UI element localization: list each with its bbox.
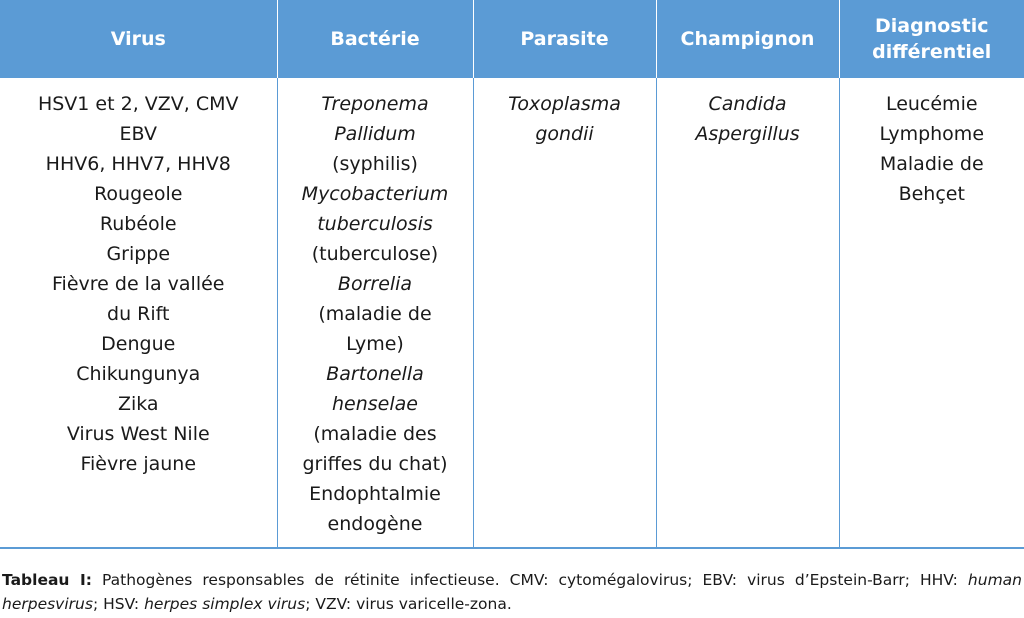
bacterie-item: griffes du chat) [302,453,448,475]
parasite-item: gondii [535,123,594,145]
virus-item: Fièvre de la vallée [52,273,225,295]
caption-label: Tableau I: [2,571,92,589]
cell-virus [0,78,277,548]
champignon-item: Aspergillus [695,123,800,145]
header-diagnostic-label: Diagnostic différentiel [872,15,992,63]
virus-item: Dengue [101,333,176,355]
bacterie-item: henselae [332,393,418,415]
virus-item: Rougeole [94,183,183,205]
virus-item: EBV [119,123,157,145]
bacterie-item: Pallidum [334,123,416,145]
caption-text: ; HSV: [92,595,145,613]
virus-item: HSV1 et 2, VZV, CMV [37,93,239,115]
virus-item: Zika [117,393,159,415]
cell-diagnostic [839,78,1024,548]
bacterie-item: tuberculosis [317,213,433,235]
bacterie-item: (maladie des [313,423,437,445]
cell-bacterie [277,78,473,548]
virus-item: Chikungunya [76,363,201,385]
diagnostic-item: Maladie de [879,153,984,175]
diagnostic-item: Leucémie [885,93,978,115]
champignon-item: Candida [708,93,787,115]
header-diagnostic [839,0,1024,78]
header-champignon: Champignon [656,0,839,78]
virus-item: Rubéole [99,213,177,235]
bacterie-item: endogène [327,513,423,535]
diagnostic-item: Lymphome [879,123,985,145]
caption-text: ; VZV: virus varicelle-zona. [305,595,512,613]
table-header-row [0,0,1024,78]
caption-text: Pathogènes responsables de rétinite infectieuse. CMV: cytomégalovirus; EBV: virus d’Epstein-Barr; HHV: [91,571,968,589]
bacterie-item: (tuberculose) [311,243,439,265]
bacterie-item: Borrelia [337,273,413,295]
bacterie-item: Lyme) [346,333,404,355]
header-bacterie: Bactérie [277,0,473,78]
caption-term: herpes simplex virus [144,595,306,613]
bacterie-item: Bartonella [326,363,424,385]
table-caption [2,568,1022,616]
caption-term: human herpesvirus [2,571,1022,613]
header-parasite: Parasite [473,0,656,78]
parasite-item: Toxoplasma [508,93,621,115]
bacterie-item: Treponema [321,93,429,115]
table-row [0,78,1024,548]
bacterie-item: (syphilis) [332,153,418,175]
cell-champignon [656,78,839,548]
header-virus: Virus [0,0,277,78]
bacterie-item: Endophtalmie [309,483,441,505]
virus-item: du Rift [107,303,170,325]
virus-item: Grippe [106,243,171,265]
virus-item: Fièvre jaune [80,453,197,475]
diagnostic-item: Behçet [898,183,965,205]
virus-item: Virus West Nile [66,423,210,445]
cell-parasite [473,78,656,548]
virus-item: HHV6, HHV7, HHV8 [45,153,231,175]
bacterie-item: Mycobacterium [301,183,449,205]
bacterie-item: (maladie de [318,303,432,325]
